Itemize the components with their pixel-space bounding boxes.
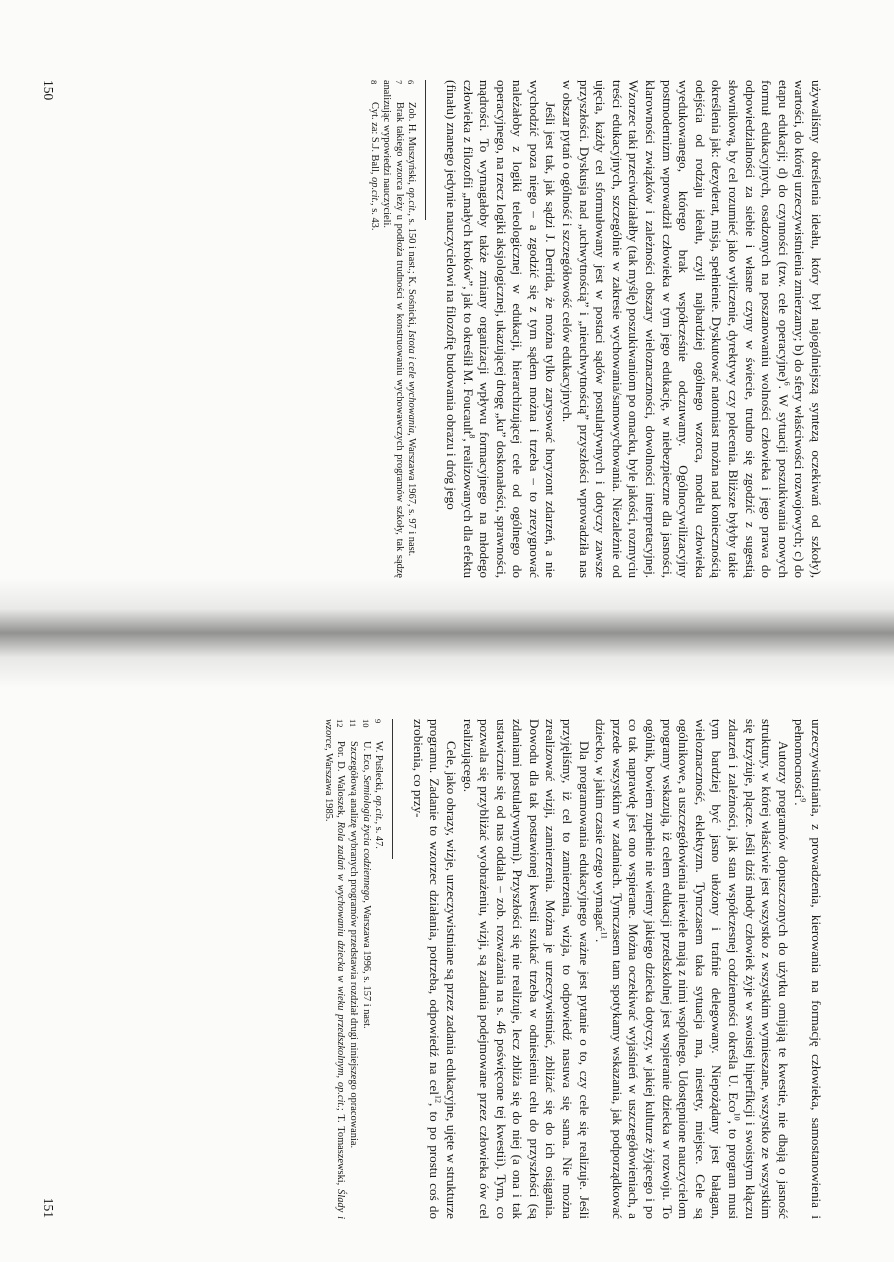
body-paragraph: Autorzy programów dopuszczonych do użytku omijają te kwestie, nie dbają o jasność struktury, w której właściwie jest wszystko z wszystkim wymieszane, wszystko ze wszystkim się krzyżuje, plącze. Jeśli dziś młody człowiek żyje w swoistej hiperfikcji i swoistym kłączu zdarzeń i zależności, jak stan współczesnej codzienności określa U. Eco$^{10}$, to program musi tym bardziej być jasno ułożony i trafnie delegowany. Niepożądany jest bałagan, wieloznaczność, eklektyzm. Tymczasem taka sytuacja ma, niestety, miejsce. Cele są ogólnikowe, a uszczegółowienia niewiele mają z nimi wspólnego. Udostępnione nauczycielom programy wskazują, iż celem edukacji przedszkolnej jest wspieranie dziecka w rozwoju. To ogólnik, bowiem zupełnie nie wiemy jakiego dziecka dotyczy, w jakiej kulturze żyjącego i po co tak naprawdę jest ono wspierane. Można oczekiwać wyjaśnień w uszczegółowieniach, a przede wszystkim w zadaniach. Tymczasem tam spotykamy wskazania, jak podporządkować dziecko, w jakim czasie czego wymagać$^{11}$. [593,719,791,1219]
footnote: 12Por. D. Waloszek, Rola zadań w wychowaniu dziecka w wieku przedszkolnym, op.cit.; T. Tomaszewski, Ślady i wzorce, Warszawa 1985. [322,719,347,1219]
footnote-rule [392,719,393,859]
right-page [0,631,894,1262]
footnote: 7Brak takiego wzorca leży u podłoża trudności w konstruowaniu wychowawczych programów szkoły, tak sądzę analizując wypowiedzi nauczycieli. [381,80,405,578]
footnote: 10U. Eco, Semiologia życia codziennego, Warszawa 1996, s. 157 i nast. [360,719,372,1029]
body-paragraph: Dla programowania edukacyjnego ważne jest pytanie o to, czy cele się realizuje. Jeśli przyjęliśmy, iż cel to zamierzenia, wizja, to odpowiedź nasuwa się sama. Nie można zrealizować wizji, zamierzenia. Można je urzeczywistniać, zbliżać się do ich osiągania. Dowodu dla tak postawionej kwestii szukać trzeba w odniesieniu celu do przyszłości (są zdaniami postulatywnymi). Przyszłości się nie realizuje, lecz zbliża się do niej (a ona i tak ustawicznie się od nas oddala – zob. rozważania na s. 46 poświęcone tej kwestii). Tym, co pozwala się przybliżać wyobrażeniu, wizji, są zadania podejmowane przez człowieka ów cel realizującego. [460,719,592,1219]
left-text-column [367,80,824,578]
body-paragraph: Jeśli jest tak, jak sądzi J. Derrida, że można tylko zarysować horyzont zdarzeń, a nie wychodzić poza niego – a zgodzić się z tym sądem można i trzeba – to zrezygnować należałoby z logiki teleologicznej w edukacji, hierarchizującej cele od ogólnego do operacyjnego, na rzecz logiki aksjologicznej, ukazującej drogę „ku” doskonałości, sprawności, mądrości. To wymagałoby także zmiany organizacji wpływu formacyjnego na młodego człowieka z filozofii „małych kroków”, jak to określił M. Foucault$^8$, realizowanych dla efektu (finału) znanego jedynie nauczycielowi na filozofię budowania obrazu i dróg jego [443,80,559,578]
page-number: 150 [41,80,56,101]
page-number: 151 [41,1197,56,1218]
right-text-column [321,719,824,1219]
footnote: 9W. Puślecki, op.cit., s. 47. [373,719,385,849]
body-paragraph: używaliśmy określenia ideału, który był najogólniejszą syntezą oczekiwań od szkoły), wartości, do której urzeczywistnienia zmierzamy; b) do sfery właściwości rozwojowych; c) do etapu edukacji; d) do czynności (tzw. cele operacyjne)$^6$. W sytuacji poszukiwania nowych formuł edukacyjnych, osadzonych na poszanowaniu wolności człowieka i jego prawa do odpowiedzialności za siebie i własne czyny w świecie, trudno się zgodzić z sugestią słownikową, by cel rozumieć jako wyliczenie, dyrektywy czy polecenia. Bliższe byłyby takie określenia jak: dezyderat, misja, spełnienie. Dyskutować natomiast można nad koniecznością odejścia od rodzaju ideału, czyli najbardziej ogólnego wzorca, modelu człowieka wyedukowanego, którego brak współcześnie odczuwamy. Ogólnocywilizacyjny postmodernizm wprowadził człowieka w tym jego edukację, w niebezpieczne dla jasności, klarowności związków i zależności obszary wieloznaczności, dowolności interpretacyjnej. Wzorzec taki przeciwdziałałby (tak myślę) poszukiwaniom po omacku, byle jakości, rozmyciu treści edukacyjnych, szczególnie w zakresie wychowania/samowychowania. Niezależnie od ujęcia, każdy cel sformułowany jest w postaci sądów postulatywnych i dotyczy zawsze przyszłości. Dyskusja nad „uchwytnością” i „nieuchwytnością” przyszłości wprowadziła nas w obszar pytań o ogólność i szczegółowość celów edukacyjnych. [560,80,824,578]
body-paragraph: Cele, jako obrazy, wizje, urzeczywistniane są przez zadania edukacyjne, ujęte w strukturze programu. Zadanie to wzorzec działania, potrzeba, odpowiedź na cel$^{12}$, to po prostu coś do zrobienia, co przy- [410,719,459,1219]
footnote-rule [425,80,426,220]
footnote: 11Szczegółową analizę wybranych programów przedstawia rozdział drugi niniejszego opracowania. [347,719,359,1149]
book-gutter-shadow [0,578,894,688]
footnote: 8Cyt. za: S.J. Ball, op.cit., s. 43. [368,80,380,231]
body-paragraph: urzeczywistniania, z prowadzenia, kierowania na formację człowieka, samostanowienia i pełnomocności$^9$. [792,719,824,1219]
footnote: 6Zob. H. Muszyński, op.cit., s. 150 i nast.; K. Sośnicki, Istota i cele wychowania, Warszawa 1967, s. 97 i nast. [406,80,418,557]
